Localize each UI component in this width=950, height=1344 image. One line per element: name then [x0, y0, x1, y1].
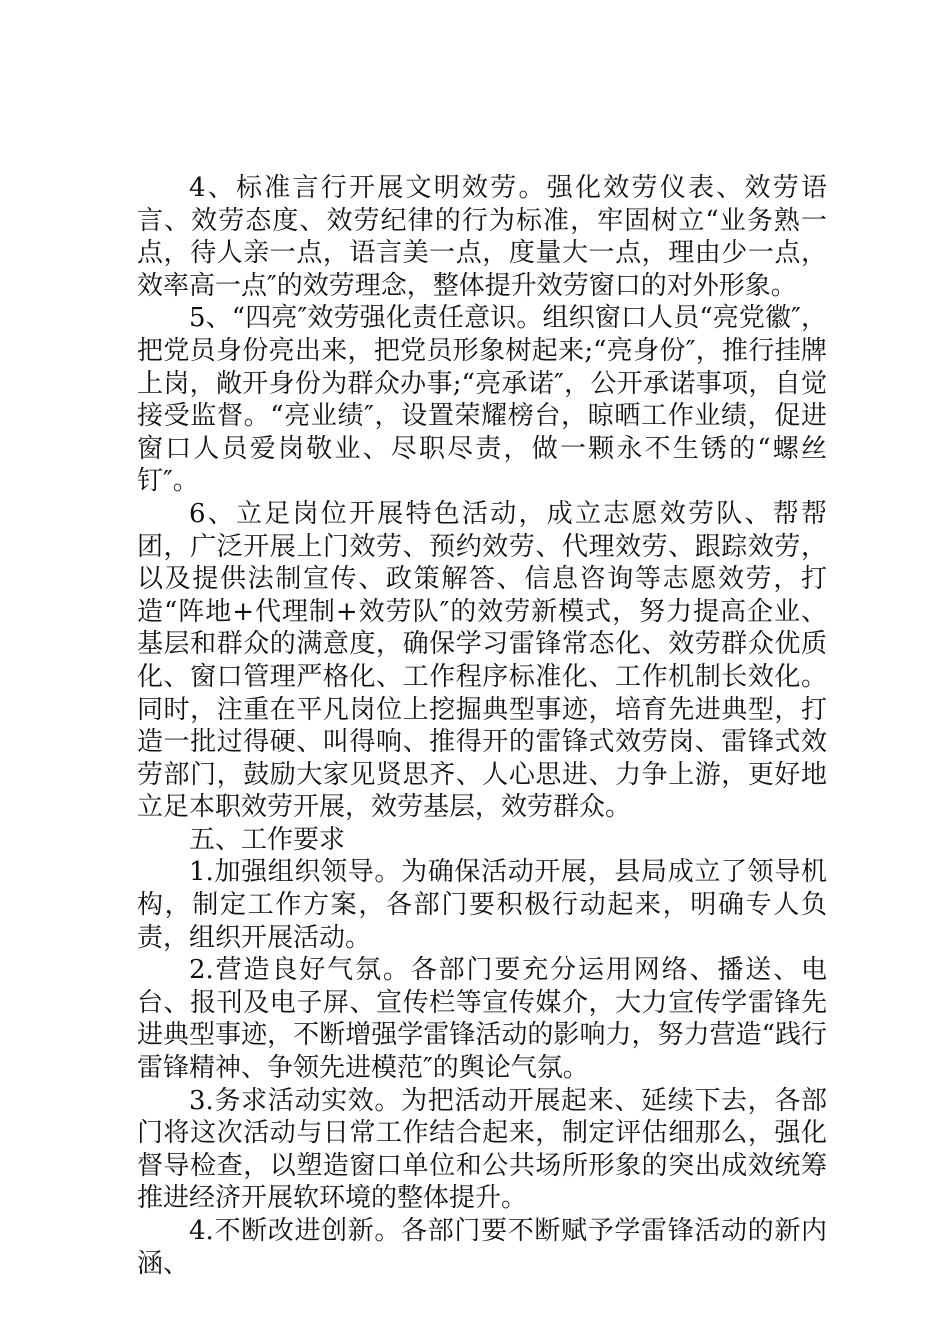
requirement-leadership: 1.加强组织领导。为确保活动开展，县局成立了领导机构，制定工作方案，各部门要积极行动起来，明确专人负责，组织开展活动。: [137, 857, 827, 953]
section-heading-work-requirements: 五、工作要求: [189, 824, 346, 855]
requirement-innovation: 4.不断改进创新。各部门要不断赋予学雷锋活动的新内涵、: [137, 1216, 827, 1279]
requirement-effectiveness: 3.务求活动实效。为把活动开展起来、延续下去，各部门将这次活动与日常工作结合起来，制定评估细那么，强化督导检查，以塑造窗口单位和公共场所形象的突出成效统筹推进经济开展软环境的整体提升。: [137, 1085, 827, 1214]
paragraph-special-activities: 6、立足岗位开展特色活动，成立志愿效劳队、帮帮团，广泛开展上门效劳、预约效劳、代理效劳、跟踪效劳，以及提供法制宣传、政策解答、信息咨询等志愿效劳，打造“阵地+代理制+效劳队″的效劳新模式，努力提高企业、基层和群众的满意度，确保学习雷锋常态化、效劳群众优质化、窗口管理严格化、工作程序标准化、工作机制长效化。同时，注重在平凡岗位上挖掘典型事迹，培育先进典型，打造一批过得硬、叫得响、推得开的雷锋式效劳岗、雷锋式效劳部门，鼓励大家见贤思齐、人心思进、力争上游，更好地立足本职效劳开展，效劳基层，效劳群众。: [137, 498, 827, 823]
document-body: [137, 172, 827, 1280]
paragraph-standard-conduct: 4、标准言行开展文明效劳。强化效劳仪表、效劳语言、效劳态度、效劳纪律的行为标准，牢固树立“业务熟一点，待人亲一点，语言美一点，度量大一点，理由少一点，效率高一点″的效劳理念，整体提升效劳窗口的对外形象。: [137, 173, 827, 301]
requirement-atmosphere: 2.营造良好气氛。各部门要充分运用网络、播送、电台、报刊及电子屏、宣传栏等宣传媒介，大力宣传学雷锋先进典型事迹，不断增强学雷锋活动的影响力，努力营造“践行雷锋精神、争领先进模范″的舆论气氛。: [137, 955, 827, 1084]
paragraph-four-shows: 5、“四亮″效劳强化责任意识。组织窗口人员“亮党徽″，把党员身份亮出来，把党员形象树起来;“亮身份″，推行挂牌上岗，敞开身份为群众办事;“亮承诺″，公开承诺事项，自觉接受监督。“亮业绩″，设置荣耀榜台，晾晒工作业绩，促进窗口人员爱岗敬业、尽职尽责，做一颗永不生锈的“螺丝钉″。: [137, 303, 827, 497]
